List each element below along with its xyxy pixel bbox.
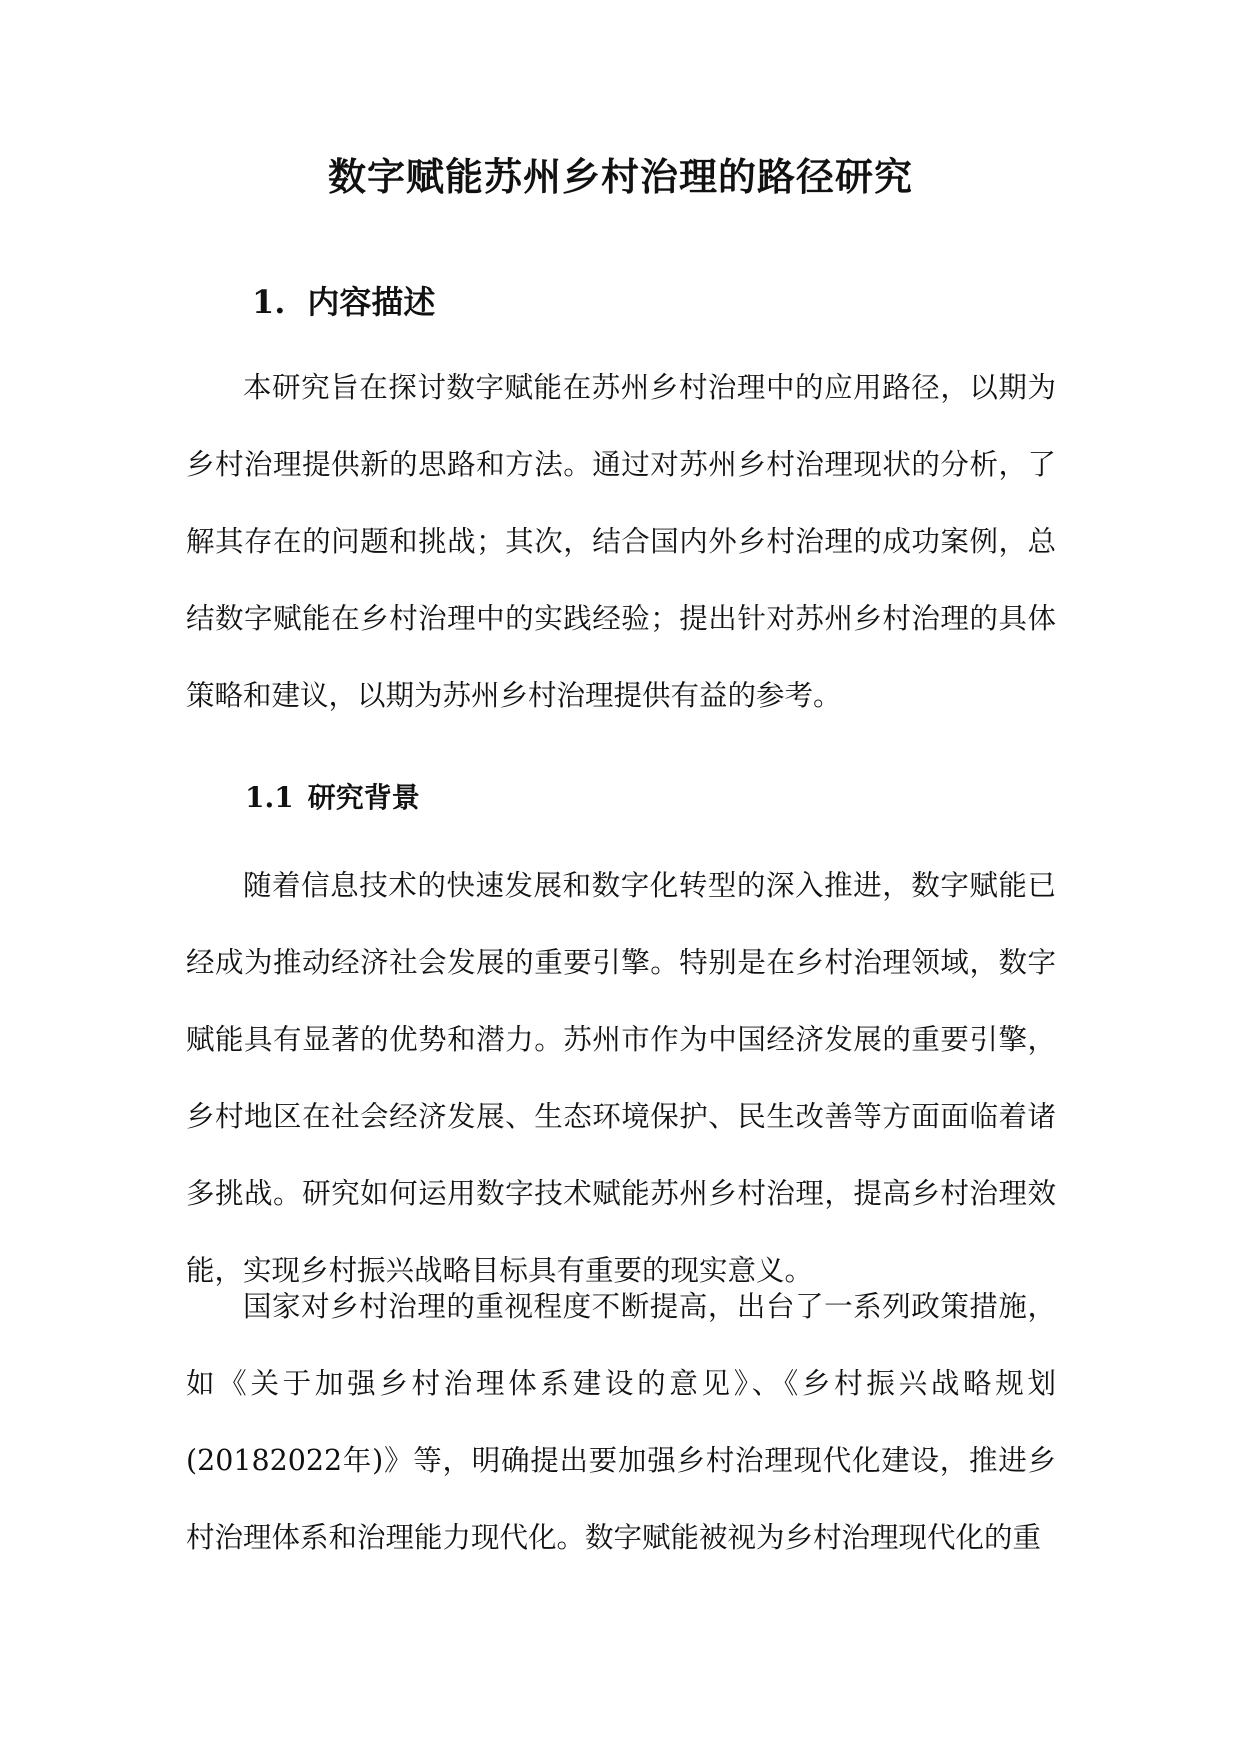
paragraph-background-2: 国家对乡村治理的重视程度不断提高，出台了一系列政策措施，如《关于加强乡村治理体系建设的意见》、《乡村振兴战略规划(20182022年)》等，明确提出要加强乡村治理现代化建设，推进乡村治理体系和治理能力现代化。数字赋能被视为乡村治理现代化的重 <box>186 1290 1056 1554</box>
subsection-number: 1.1 <box>245 781 294 814</box>
section-heading-1 <box>252 280 435 324</box>
section-number: 1. <box>252 283 286 321</box>
paragraph-content-description: 本研究旨在探讨数字赋能在苏州乡村治理中的应用路径，以期为乡村治理提供新的思路和方法。通过对苏州乡村治理现状的分析，了解其存在的问题和挑战；其次，结合国内外乡村治理的成功案例，总结数字赋能在乡村治理中的实践经验；提出针对苏州乡村治理的具体策略和建议，以期为苏州乡村治理提供有益的参考。 <box>186 371 1056 712</box>
section-heading-text: 内容描述 <box>307 283 436 321</box>
document-title: 数字赋能苏州乡村治理的路径研究 <box>327 154 913 199</box>
subsection-heading-text: 研究背景 <box>307 781 420 814</box>
paragraph-background-1: 随着信息技术的快速发展和数字化转型的深入推进，数字赋能已经成为推动经济社会发展的重要引擎。特别是在乡村治理领域，数字赋能具有显著的优势和潜力。苏州市作为中国经济发展的重要引擎，乡村地区在社会经济发展、生态环境保护、民生改善等方面面临着诸多挑战。研究如何运用数字技术赋能苏州乡村治理，提高乡村治理效能，实现乡村振兴战略目标具有重要的现实意义。 <box>186 869 1056 1287</box>
section-heading-1-1 <box>245 778 420 818</box>
